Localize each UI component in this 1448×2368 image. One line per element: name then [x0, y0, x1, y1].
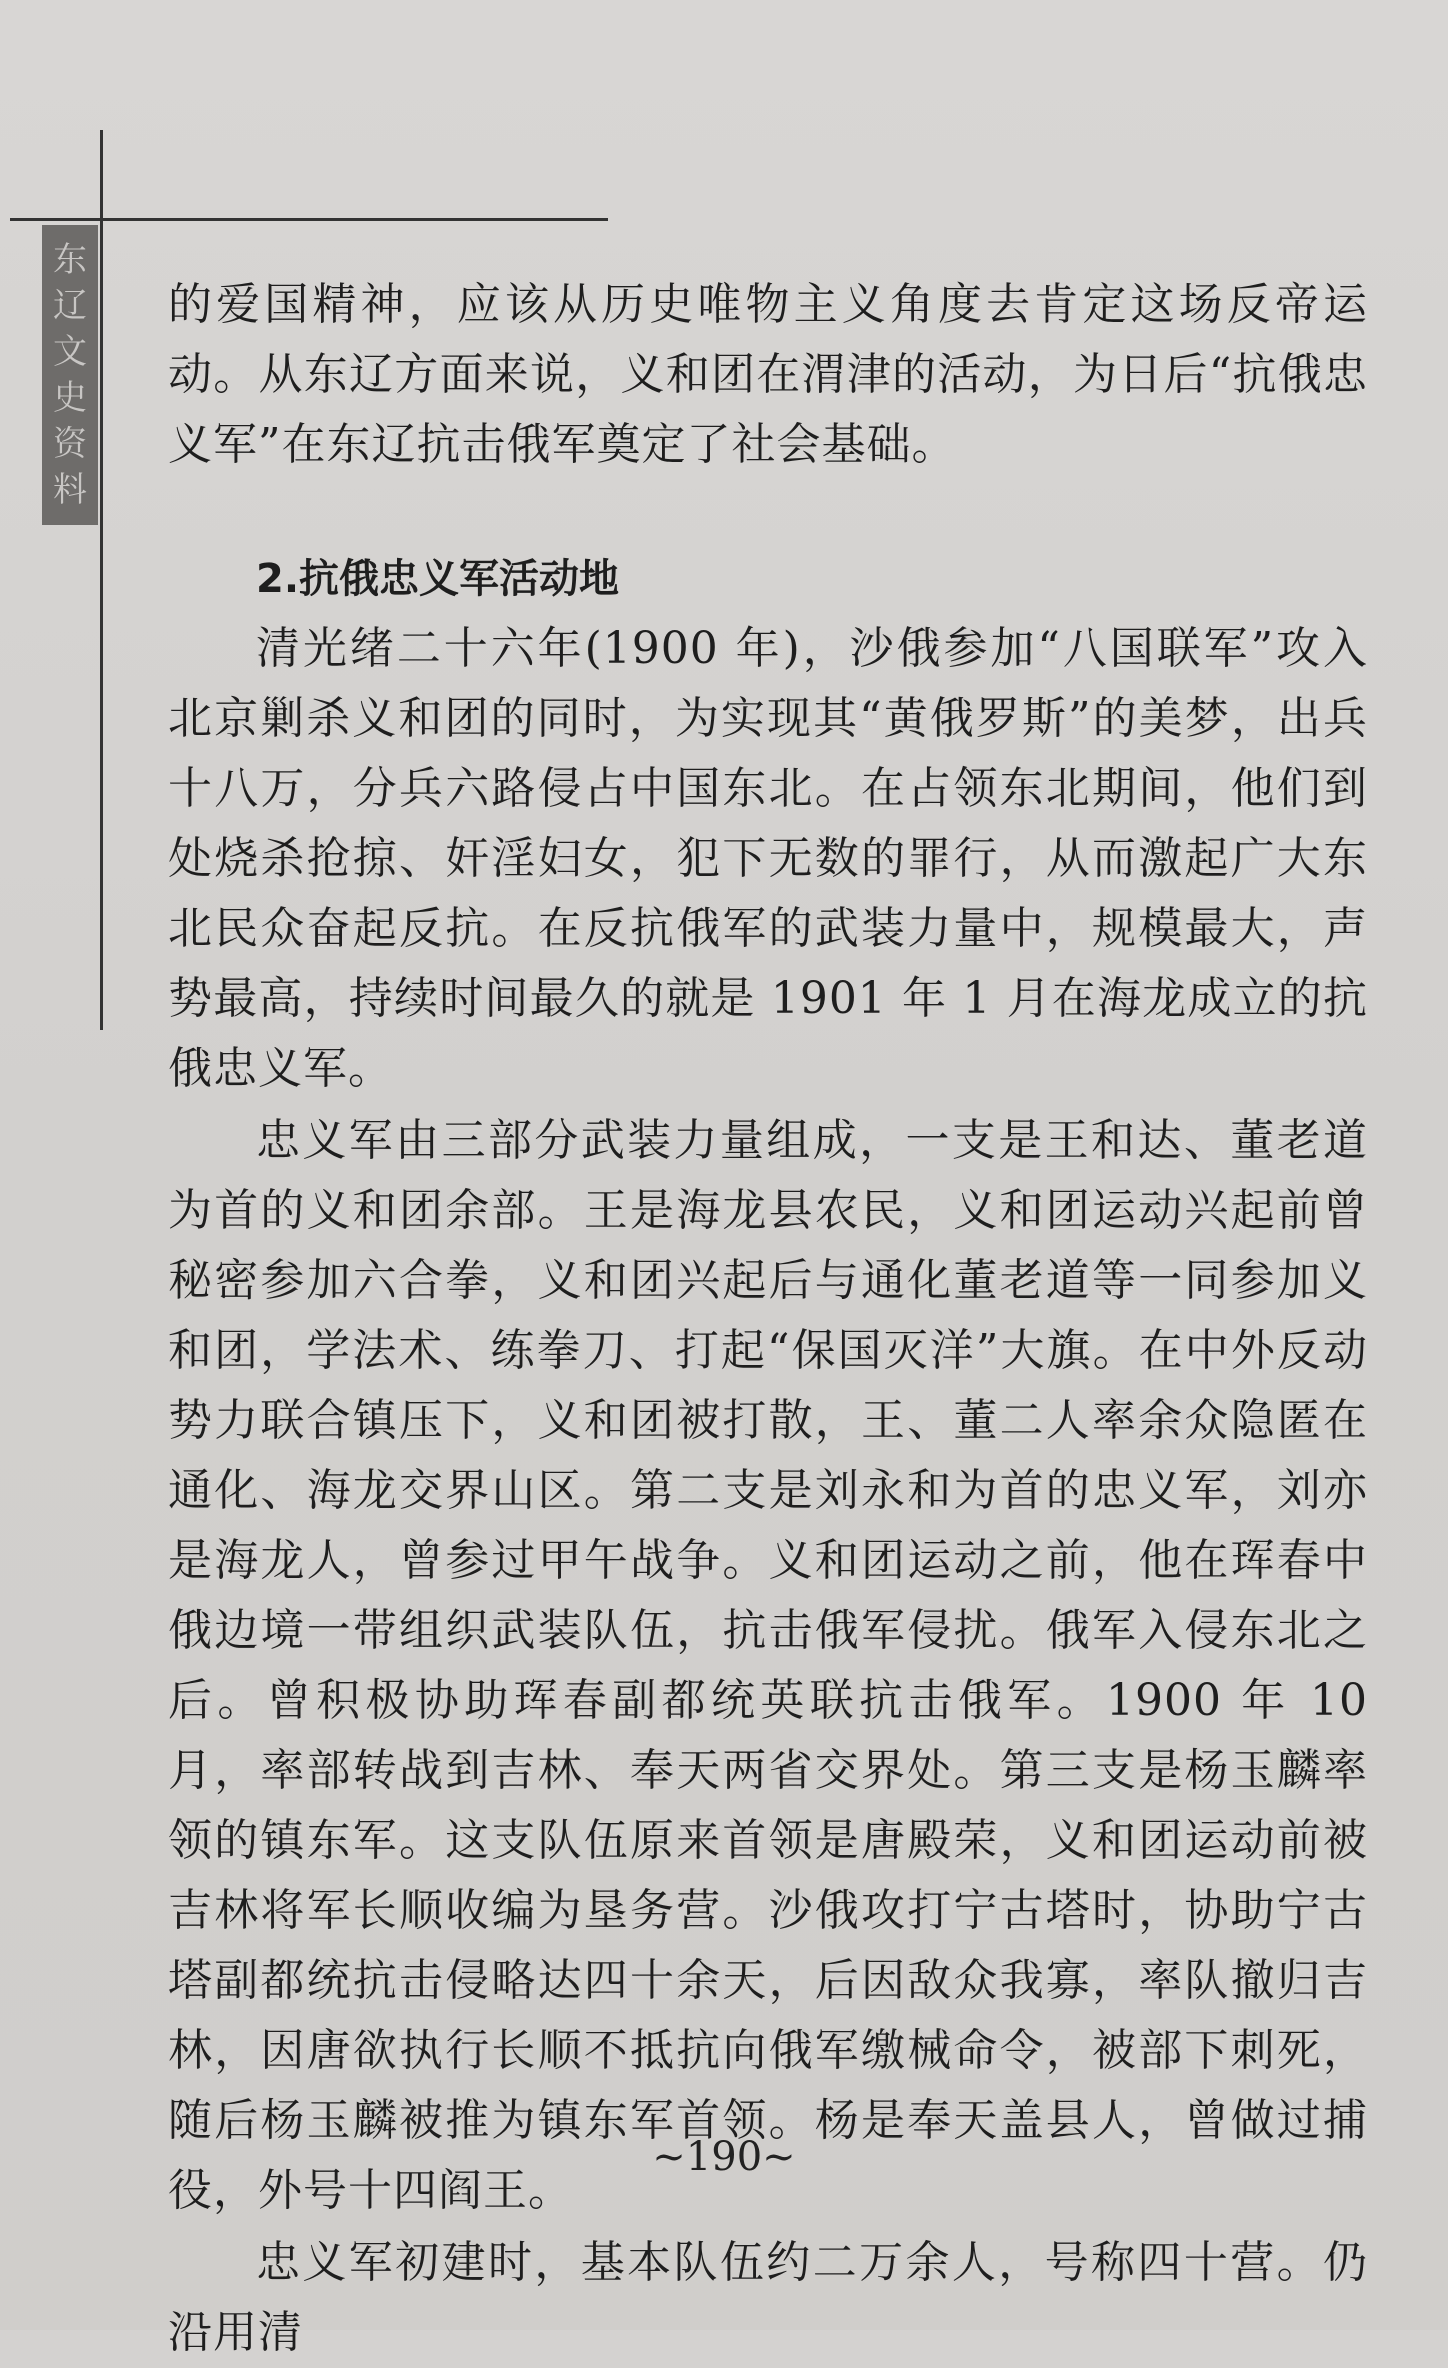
- side-tab-char: 辽: [53, 286, 87, 326]
- section-heading: 2.抗俄忠义军活动地: [256, 556, 620, 602]
- paragraph: 忠义军由三部分武装力量组成，一支是王和达、董老道为首的义和团余部。王是海龙县农民，义和团运动兴起前曾秘密参加六合拳，义和团兴起后与通化董老道等一同参加义和团，学法术、练拳刀、打起“保国灭洋”大旗。在中外反动势力联合镇压下，义和团被打散，王、董二人率余众隐匿在通化、海龙交界山区。第二支是刘永和为首的忠义军，刘亦是海龙人，曾参过甲午战争。义和团运动之前，他在珲春中俄边境一带组织武装队伍，抗击俄军侵扰。俄军入侵东北之后。曾积极协助珲春副都统英联抗击俄军。1900 年 10 月，率部转战到吉林、奉天两省交界处。第三支是杨玉麟率领的镇东军。这支队伍原来首领是唐殿荣，义和团运动前被吉林将军长顺收编为垦务营。沙俄攻打宁古塔时，协助宁古塔副都统抗击侵略达四十余天，后因敌众我寡，率队撤归吉林，因唐欲执行长顺不抵抗向俄军缴械命令，被部下刺死，随后杨玉麟被推为镇东军首领。杨是奉天盖县人，曾做过捕役，外号十四阎王。: [168, 1115, 1368, 2216]
- side-tab-char: 资: [53, 424, 87, 464]
- side-tab-char: 文: [53, 332, 87, 372]
- page-number: ~190~: [652, 2134, 796, 2180]
- side-tab-text: [42, 237, 98, 513]
- paragraph: 清光绪二十六年(1900 年)，沙俄参加“八国联军”攻入北京剿杀义和团的同时，为实现其“黄俄罗斯”的美梦，出兵十八万，分兵六路侵占中国东北。在占领东北期间，他们到处烧杀抢掠、奸淫妇女，犯下无数的罪行，从而激起广大东北民众奋起反抗。在反抗俄军的武装力量中，规模最大，声势最高，持续时间最久的就是 1901 年 1 月在海龙成立的抗俄忠义军。: [168, 623, 1368, 1094]
- side-tab-char: 料: [53, 470, 87, 510]
- header-horizontal-rule: [10, 218, 608, 221]
- paragraph: 忠义军初建时，基本队伍约二万余人，号称四十营。仍沿用清: [168, 2237, 1368, 2358]
- body-text: [168, 270, 1368, 2368]
- side-tab-char: 史: [53, 378, 87, 418]
- margin-vertical-rule: [100, 130, 103, 1030]
- side-tab-char: 东: [53, 240, 87, 280]
- side-tab-series-title: [42, 225, 98, 525]
- paragraph-continuation: 的爱国精神，应该从历史唯物主义角度去肯定这场反帝运动。从东辽方面来说，义和团在渭津的活动，为日后“抗俄忠义军”在东辽抗击俄军奠定了社会基础。: [168, 279, 1368, 470]
